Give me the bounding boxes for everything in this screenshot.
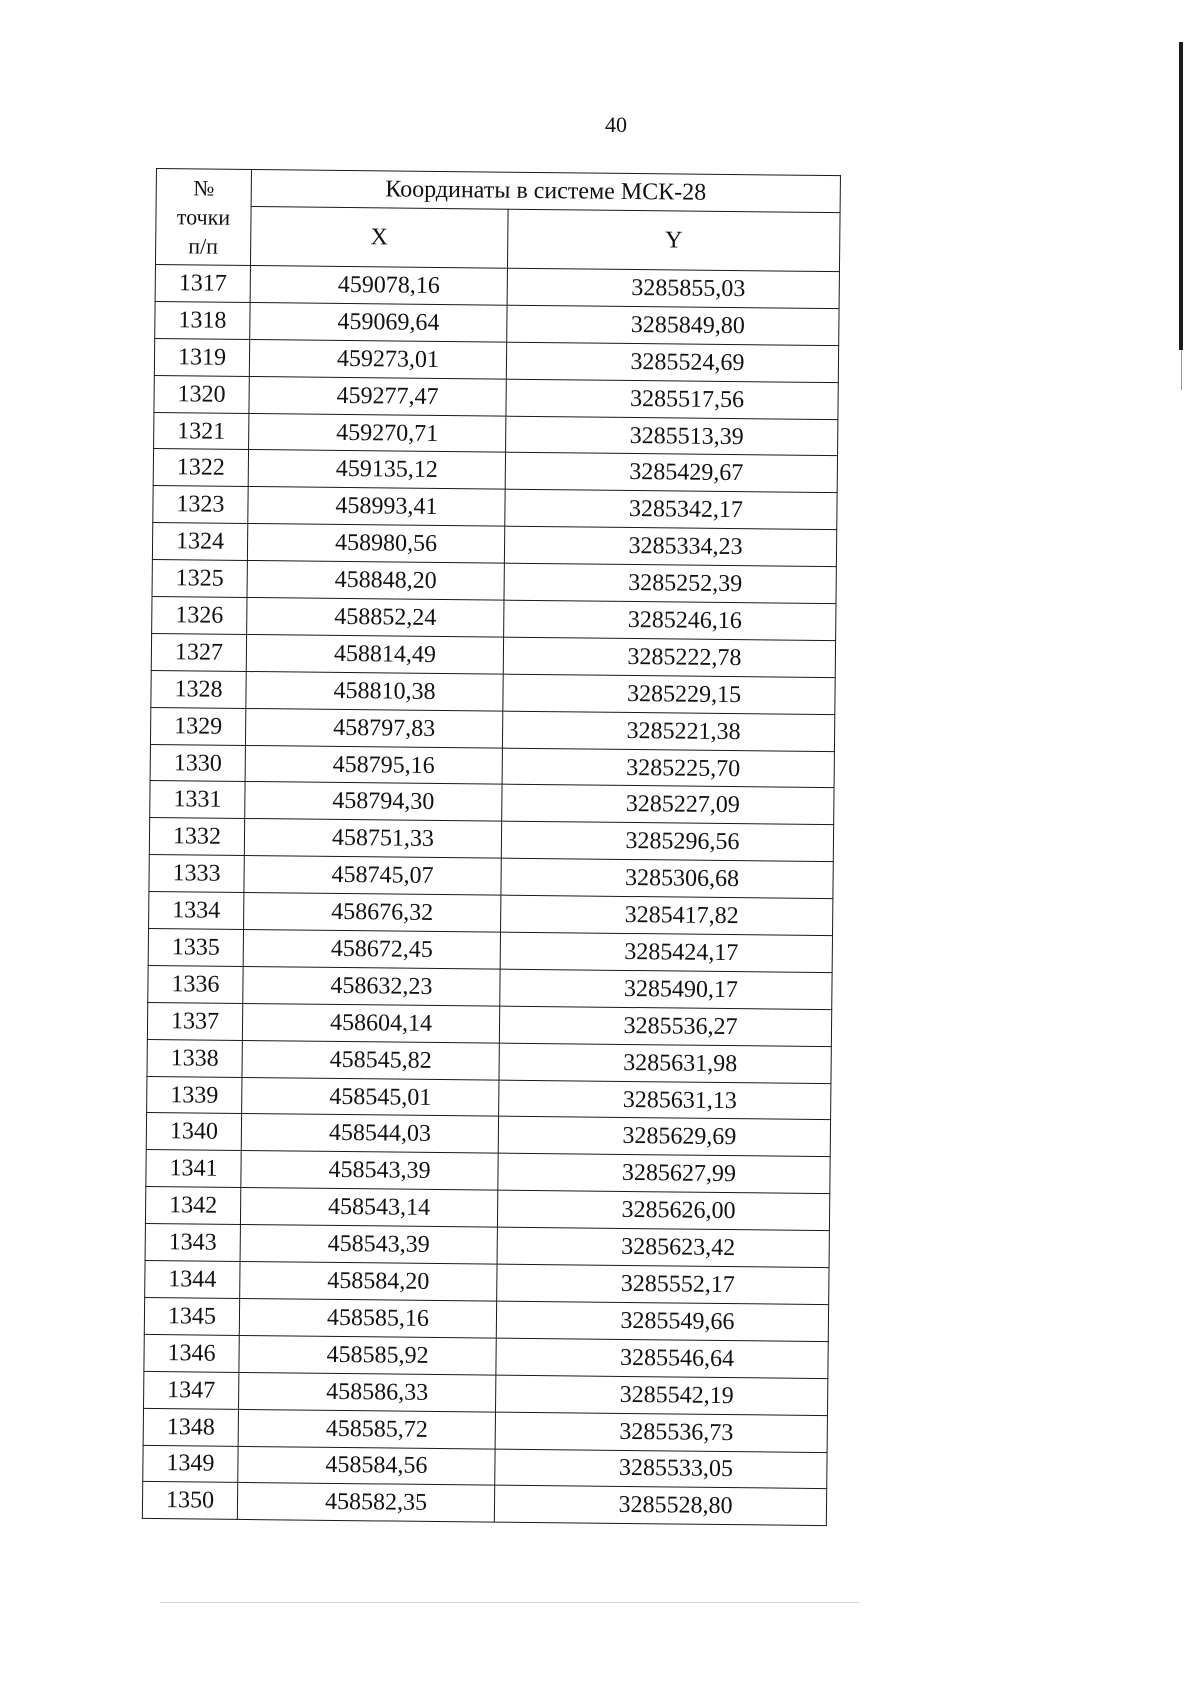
x-coordinate-cell: 458582,35	[237, 1483, 494, 1523]
point-number-cell: 1339	[147, 1076, 242, 1114]
point-number-cell: 1338	[147, 1039, 242, 1077]
x-coordinate-cell: 458543,39	[241, 1151, 498, 1191]
x-coordinate-cell: 458545,82	[242, 1040, 499, 1080]
x-coordinate-cell: 458751,33	[244, 819, 501, 859]
x-coordinate-cell: 458604,14	[242, 1003, 499, 1043]
y-coordinate-cell: 3285855,03	[507, 268, 839, 308]
y-coordinate-cell: 3285417,82	[501, 895, 833, 935]
y-coordinate-cell: 3285524,69	[506, 342, 838, 382]
point-number-cell: 1319	[154, 338, 249, 376]
point-number-header-line: точки	[176, 204, 231, 230]
point-number-cell: 1344	[145, 1260, 240, 1298]
point-number-cell: 1322	[153, 449, 248, 487]
point-number-cell: 1350	[142, 1482, 237, 1520]
point-number-cell: 1347	[144, 1371, 239, 1409]
y-coordinate-cell: 3285227,09	[502, 785, 834, 825]
point-number-cell: 1325	[152, 560, 247, 598]
x-coordinate-cell: 458795,16	[245, 745, 502, 785]
point-number-cell: 1323	[153, 486, 248, 524]
y-coordinate-cell: 3285252,39	[504, 563, 836, 603]
x-coordinate-cell: 459069,64	[250, 302, 507, 342]
y-coordinate-cell: 3285631,98	[499, 1043, 831, 1083]
x-coordinate-cell: 458797,83	[245, 708, 502, 748]
point-number-cell: 1346	[144, 1334, 239, 1372]
y-coordinate-cell: 3285222,78	[503, 637, 835, 677]
x-coordinate-cell: 458852,24	[247, 597, 504, 637]
x-coordinate-cell: 458993,41	[248, 487, 505, 527]
x-coordinate-cell: 458848,20	[247, 561, 504, 601]
point-number-header-line: п/п	[188, 233, 219, 259]
x-coordinate-cell: 458672,45	[243, 929, 500, 969]
point-number-cell: 1348	[143, 1408, 238, 1446]
point-number-cell: 1342	[145, 1187, 240, 1225]
y-coordinate-cell: 3285627,99	[498, 1154, 830, 1194]
coordinates-group-header: Координаты в системе МСК-28	[251, 170, 840, 213]
x-coordinate-cell: 458545,01	[242, 1077, 499, 1117]
x-coordinate-cell: 458544,03	[241, 1114, 498, 1154]
x-coordinate-cell: 458543,14	[240, 1188, 497, 1228]
y-coordinate-cell: 3285221,38	[502, 711, 834, 751]
y-column-header: Y	[507, 209, 840, 271]
point-number-cell: 1337	[147, 1002, 242, 1040]
point-number-cell: 1333	[149, 855, 244, 893]
page-number: 40	[605, 112, 627, 137]
point-number-cell: 1320	[154, 375, 249, 413]
x-coordinate-cell: 458543,39	[240, 1225, 497, 1265]
x-coordinate-cell: 459078,16	[250, 265, 507, 305]
point-number-cell: 1341	[146, 1150, 241, 1188]
y-coordinate-cell: 3285546,64	[496, 1338, 828, 1378]
y-coordinate-cell: 3285626,00	[497, 1190, 829, 1230]
x-coordinate-cell: 458585,92	[239, 1335, 496, 1375]
point-number-cell: 1336	[148, 965, 243, 1003]
point-number-cell: 1349	[143, 1445, 238, 1483]
y-coordinate-cell: 3285528,80	[494, 1486, 826, 1526]
x-coordinate-cell: 458585,72	[238, 1409, 495, 1449]
coordinates-table	[142, 168, 841, 1526]
x-coordinate-cell: 458584,56	[238, 1446, 495, 1486]
table-body	[142, 264, 839, 1525]
point-number-cell: 1340	[146, 1113, 241, 1151]
y-coordinate-cell: 3285623,42	[497, 1227, 829, 1267]
x-coordinate-cell: 458810,38	[246, 671, 503, 711]
y-coordinate-cell: 3285536,27	[499, 1006, 831, 1046]
table-row	[142, 1482, 826, 1526]
y-coordinate-cell: 3285246,16	[504, 600, 836, 640]
x-coordinate-cell: 458586,33	[239, 1372, 496, 1412]
y-coordinate-cell: 3285542,19	[495, 1375, 827, 1415]
y-coordinate-cell: 3285549,66	[496, 1301, 828, 1341]
y-coordinate-cell: 3285513,39	[506, 416, 838, 456]
point-number-header-line: №	[193, 175, 215, 201]
point-number-cell: 1330	[150, 744, 245, 782]
y-coordinate-cell: 3285429,67	[505, 453, 837, 493]
point-number-cell: 1343	[145, 1224, 240, 1262]
y-coordinate-cell: 3285296,56	[501, 822, 833, 862]
point-number-cell: 1318	[155, 301, 250, 339]
x-coordinate-cell: 458584,20	[240, 1261, 497, 1301]
y-coordinate-cell: 3285229,15	[503, 674, 835, 714]
point-number-cell: 1345	[144, 1297, 239, 1335]
point-number-cell: 1331	[150, 781, 245, 819]
y-coordinate-cell: 3285536,73	[495, 1412, 827, 1452]
y-coordinate-cell: 3285334,23	[504, 526, 836, 566]
y-coordinate-cell: 3285517,56	[506, 379, 838, 419]
y-coordinate-cell: 3285342,17	[505, 490, 837, 530]
x-coordinate-cell: 459277,47	[249, 376, 506, 416]
y-coordinate-cell: 3285306,68	[501, 858, 833, 898]
y-coordinate-cell: 3285552,17	[497, 1264, 829, 1304]
y-coordinate-cell: 3285631,13	[499, 1080, 831, 1120]
scan-artifact-line	[160, 1602, 860, 1603]
point-number-cell: 1334	[149, 892, 244, 930]
x-coordinate-cell: 458794,30	[245, 782, 502, 822]
x-coordinate-cell: 458980,56	[247, 524, 504, 564]
point-number-cell: 1329	[150, 707, 245, 745]
point-number-cell: 1321	[154, 412, 249, 450]
x-coordinate-cell: 458632,23	[243, 966, 500, 1006]
x-coordinate-cell: 458745,07	[244, 856, 501, 896]
point-number-cell: 1326	[152, 596, 247, 634]
point-number-cell: 1332	[149, 818, 244, 856]
y-coordinate-cell: 3285225,70	[502, 748, 834, 788]
x-coordinate-cell: 459270,71	[249, 413, 506, 453]
y-coordinate-cell: 3285629,69	[498, 1117, 830, 1157]
x-coordinate-cell: 458585,16	[239, 1298, 496, 1338]
x-coordinate-cell: 458814,49	[246, 634, 503, 674]
x-coordinate-cell: 458676,32	[244, 893, 501, 933]
scan-margin-rule	[1179, 42, 1183, 350]
scan-margin-rule-faint	[1181, 350, 1182, 390]
point-number-cell: 1335	[148, 928, 243, 966]
y-coordinate-cell: 3285849,80	[507, 305, 839, 345]
y-coordinate-cell: 3285424,17	[500, 932, 832, 972]
y-coordinate-cell: 3285490,17	[500, 969, 832, 1009]
point-number-cell: 1317	[155, 264, 250, 302]
point-number-header	[155, 169, 251, 266]
table-header	[155, 169, 840, 272]
x-coordinate-cell: 459135,12	[248, 450, 505, 490]
x-coordinate-cell: 459273,01	[249, 339, 506, 379]
point-number-cell: 1324	[152, 523, 247, 561]
x-column-header: X	[250, 206, 508, 268]
point-number-cell: 1327	[151, 633, 246, 671]
point-number-cell: 1328	[151, 670, 246, 708]
y-coordinate-cell: 3285533,05	[495, 1449, 827, 1489]
